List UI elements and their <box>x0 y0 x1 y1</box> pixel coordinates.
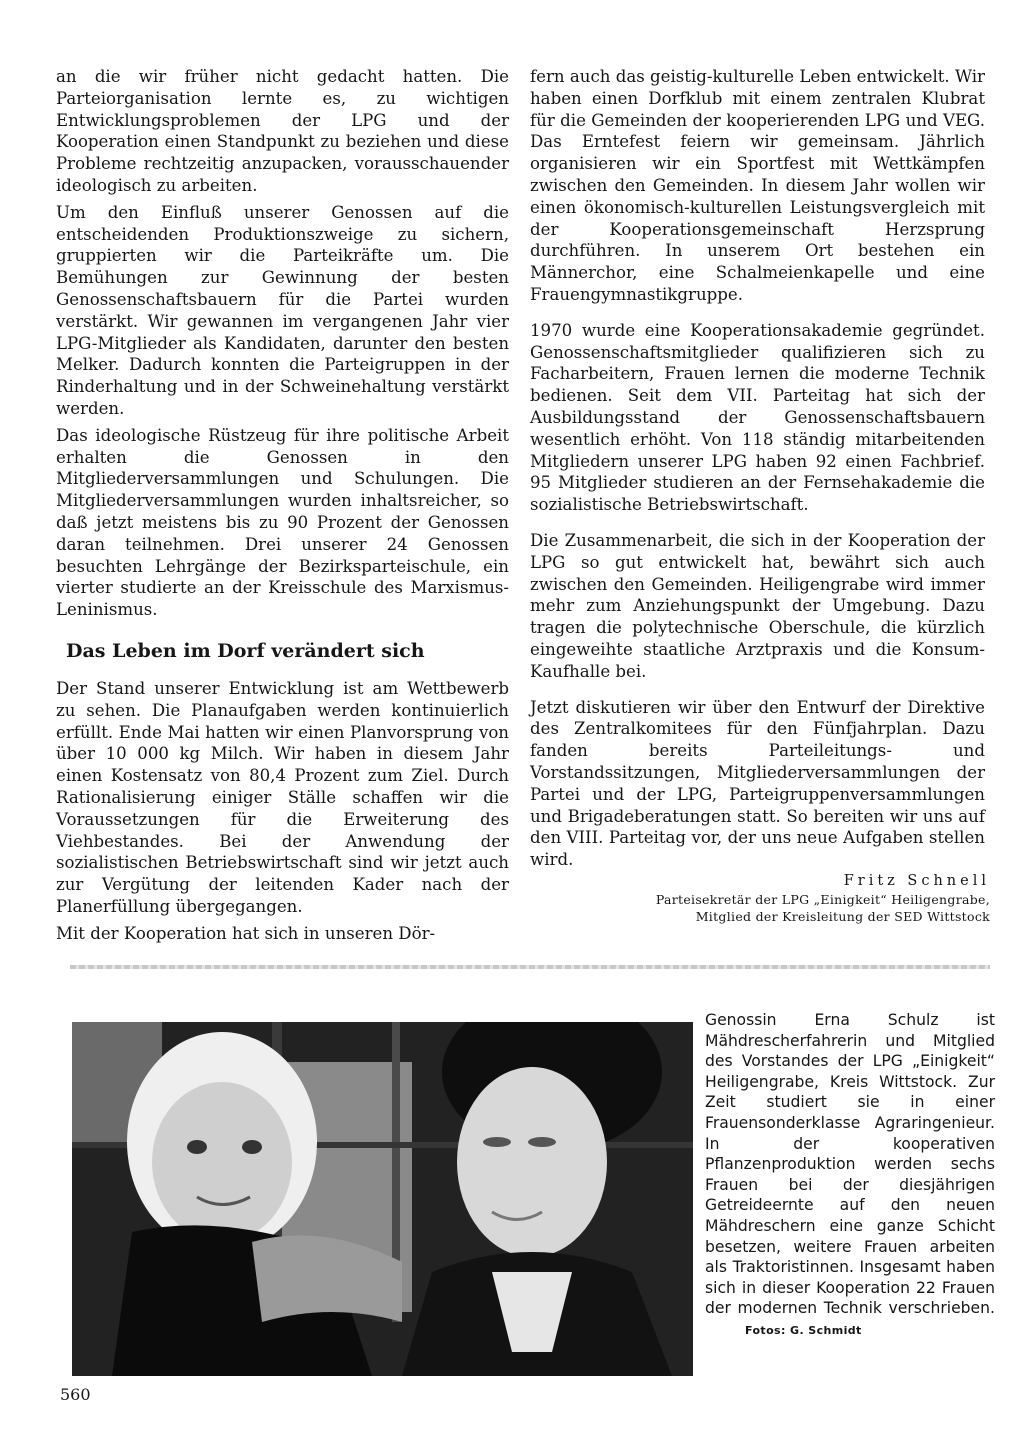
paragraph: Der Stand unserer Entwicklung ist am Wettbewerb zu sehen. Die Planaufgaben werden kontinuierlich erfüllt. Ende Mai hatten wir einen Planvorsprung von über 10 000 kg Milch. Wir haben in diesem Jahr einen Kostensatz von 80,4 Prozent zum Ziel. Durch Rationalisierung einiger Ställe schaffen wir die Voraussetzungen für die Erweiterung des Viehbestandes. Bei der Anwendung der sozialistischen Betriebswirtschaft sind wir jetzt auch zur Vergütung der leitenden Kader nach der Planerfüllung übergegangen. <box>56 678 509 916</box>
paragraph: 1970 wurde eine Kooperationsakademie gegründet. Genossenschaftsmitglieder qualifizieren sich zu Facharbeitern, Frauen lernen die moderne Technik bedienen. Seit dem VII. Parteitag hat sich der Ausbildungsstand der Genossenschaftsbauern wesentlich erhöht. Von 118 ständig mitarbeitenden Mitgliedern unserer LPG haben 92 einen Fachbrief. 95 Mitglieder studieren an der Fernsehakademie die sozialistische Betriebswirtschaft. <box>530 320 985 515</box>
paragraph: Das ideologische Rüstzeug für ihre politische Arbeit erhalten die Genossen in den Mitgliederversammlungen und Schulungen. Die Mitgliederversammlungen wurden inhaltsreicher, so daß jetzt meistens bis zu 90 Prozent der Genossen daran teilnehmen. Drei unserer 24 Genossen besuchten Lehrgänge der Bezirksparteischule, ein vierter studierte an der Kreisschule des Marxismus-Leninismus. <box>56 425 509 620</box>
photo-mother-and-child <box>72 1022 693 1376</box>
section-heading: Das Leben im Dorf verändert sich <box>66 639 425 662</box>
article-right-column <box>530 66 985 871</box>
page-number: 560 <box>60 1385 91 1404</box>
section-divider <box>70 965 990 969</box>
paragraph: Die Zusammenarbeit, die sich in der Kooperation der LPG so gut entwickelt hat, bewährt sich auch zwischen den Gemeinden. Heiligengrabe wird immer mehr zum Anziehungspunkt der Umgebung. Dazu tragen die polytechnische Oberschule, die kürzlich eingeweihte staatliche Arztpraxis und die Konsum-Kaufhalle bei. <box>530 530 985 681</box>
paragraph: Mit der Kooperation hat sich in unseren Dör- <box>56 923 436 943</box>
paragraph: Jetzt diskutieren wir über den Entwurf der Direktive des Zentralkomitees für den Fünfjahrplan. Dazu fanden bereits Parteileitungs- und Vorstandssitzungen, Mitgliederversammlungen der Partei und der LPG, Parteigruppenversammlungen und Brigadeberatungen statt. So bereiten wir uns auf den VIII. Parteitag vor, der uns neue Aufgaben stellen wird. <box>530 697 985 870</box>
author-role: Parteisekretär der LPG „Einigkeit“ Heiligengrabe, <box>655 892 990 907</box>
paragraph: Um den Einfluß unserer Genossen auf die entscheidenden Produktionszweige zu sichern, gruppierten wir die Parteikräfte um. Die Bemühungen zur Gewinnung der besten Genossenschaftsbauern für die Partei wurden verstärkt. Wir gewannen im vergangenen Jahr vier LPG-Mitglieder als Kandidaten, darunter den besten Melker. Dadurch konnten die Parteigruppen in der Rinderhaltung und in der Schweinehaltung verstärkt werden. <box>56 202 509 418</box>
photo-caption <box>705 1010 995 1342</box>
author-signature <box>560 871 990 925</box>
caption-text: Genossin Erna Schulz ist Mähdrescherfahrerin und Mitglied des Vorstandes der LPG „Einigkeit“ Heiligengrabe, Kreis Wittstock. Zur Zeit studiert sie in einer Frauensonderklasse Agraringenieur. In der kooperativen Pflanzenproduktion werden sechs Frauen bei der diesjährigen Getreideernte auf den neuen Mähdreschern eine ganze Schicht besetzen, weitere Frauen arbeiten als Traktoristinnen. Insgesamt haben sich in dieser Kooperation 22 Frauen der modernen Technik verschrieben. <box>705 1011 995 1318</box>
photo-credit: Fotos: G. Schmidt <box>745 1323 862 1337</box>
paragraph: fern auch das geistig-kulturelle Leben entwickelt. Wir haben einen Dorfklub mit einem zentralen Klubrat für die Gemeinden der kooperierenden LPG und VEG. Das Erntefest feiern wir gemeinsam. Jährlich organisieren wir ein Sportfest mit Wettkämpfen zwischen den Gemeinden. In diesem Jahr wollen wir einen ökonomisch-kulturellen Leistungsvergleich mit der Kooperationsgemeinschaft Herzsprung durchführen. In unserem Ort bestehen ein Männerchor, eine Schalmeienkapelle und eine Frauengymnastikgruppe. <box>530 67 985 304</box>
paragraph: an die wir früher nicht gedacht hatten. Die Parteiorganisation lernte es, zu wichtigen Entwicklungsproblemen der LPG und der Kooperation einen Standpunkt zu beziehen und diese Probleme rechtzeitig anzupacken, vorausschauender ideologisch zu arbeiten. <box>56 67 509 195</box>
author-affiliation: Mitglied der Kreisleitung der SED Wittstock <box>695 909 990 924</box>
photo-illustration <box>72 1022 693 1376</box>
article-left-column <box>56 66 509 944</box>
author-name: Fritz Schnell <box>843 873 990 889</box>
